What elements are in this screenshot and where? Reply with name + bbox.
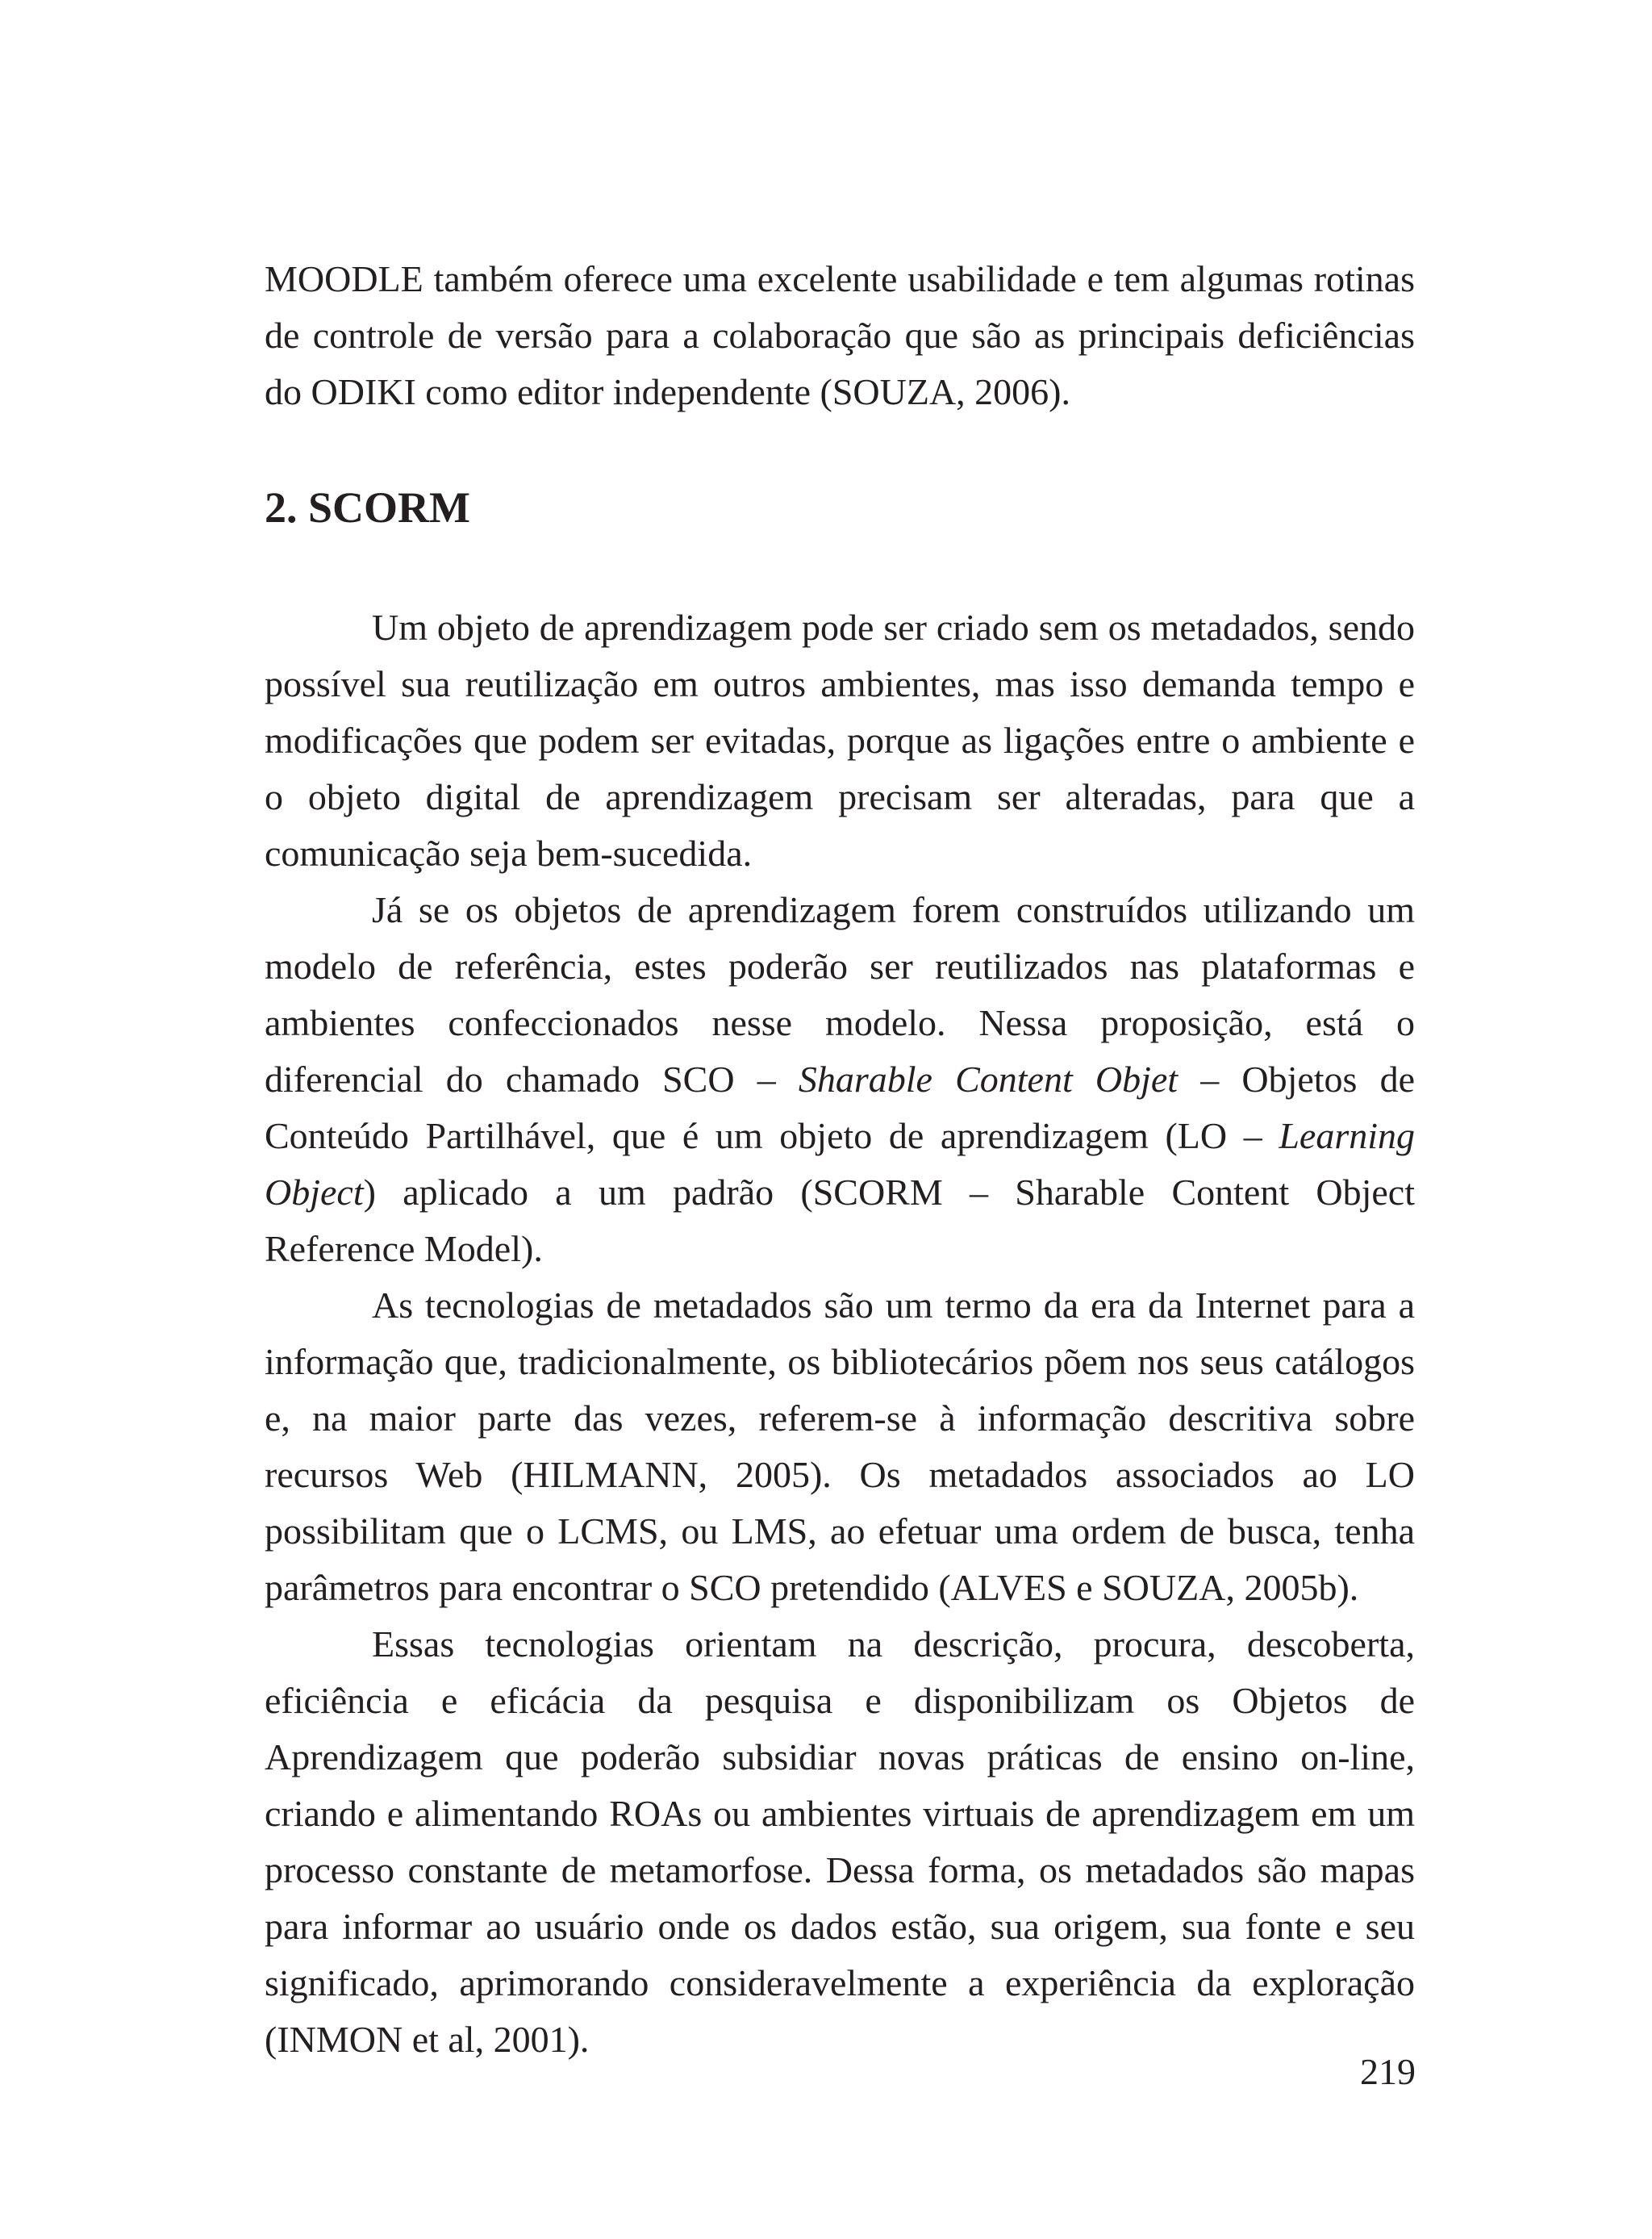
paragraph-2-text-3: ) aplicado a um padrão (SCORM – Sharable Content Object Reference Model). xyxy=(265,1172,1415,1269)
paragraph-3: As tecnologias de metadados são um termo da era da Internet para a informação que, tradicionalmente, os bibliotecários põem nos seus catálogos e, na maior parte das vezes, referem-se à informação descritiva sobre recursos Web (HILMANN, 2005). Os metadados associados ao LO possibilitam que o LCMS, ou LMS, ao efetuar uma ordem de busca, tenha parâmetros para encontrar o SCO pretendido (ALVES e SOUZA, 2005b). xyxy=(265,1285,1415,1608)
section-body xyxy=(265,599,1415,2068)
intro-text-block xyxy=(265,251,1415,420)
page-number: 219 xyxy=(1360,2051,1416,2092)
section-heading: 2. SCORM xyxy=(265,483,470,532)
paragraph-2-italic-sco: Sharable Content Objet xyxy=(798,1059,1179,1100)
paragraph-2-text-1: Já se os objetos de aprendizagem forem construídos utilizando um modelo de referência, estes poderão ser reutilizados nas plataformas e ambientes confeccionados nesse modelo. Nessa proposição, está o diferencial do chamado SCO – xyxy=(265,889,1415,1100)
paragraph-1: Um objeto de aprendizagem pode ser criado sem os metadados, sendo possível sua reutilização em outros ambientes, mas isso demanda tempo e modificações que podem ser evitadas, porque as ligações entre o ambiente e o objeto digital de aprendizagem precisam ser alteradas, para que a comunicação seja bem-sucedida. xyxy=(265,607,1415,874)
paragraph-2-text-2: – Objetos de Conteúdo Partilhável, que é um objeto de aprendizagem (LO – xyxy=(265,1059,1415,1156)
paragraph-2-italic-lo: Learning Object xyxy=(265,1115,1415,1213)
paragraph-2 xyxy=(265,882,1415,1277)
paragraph-4: Essas tecnologias orientam na descrição, procura, descoberta, eficiência e eficácia da pesquisa e disponibilizam os Objetos de Aprendizagem que poderão subsidiar novas práticas de ensino on-line, criando e alimentando ROAs ou ambientes virtuais de aprendizagem em um processo constante de metamorfose. Dessa forma, os metadados são mapas para informar ao usuário onde os dados estão, sua origem, sua fonte e seu significado, aprimorando consideravelmente a experiência da exploração (INMON et al, 2001). xyxy=(265,1623,1415,2060)
intro-paragraph: MOODLE também oferece uma excelente usabilidade e tem algumas rotinas de controle de versão para a colaboração que são as principais deficiências do ODIKI como editor independente (SOUZA, 2006). xyxy=(265,258,1415,412)
